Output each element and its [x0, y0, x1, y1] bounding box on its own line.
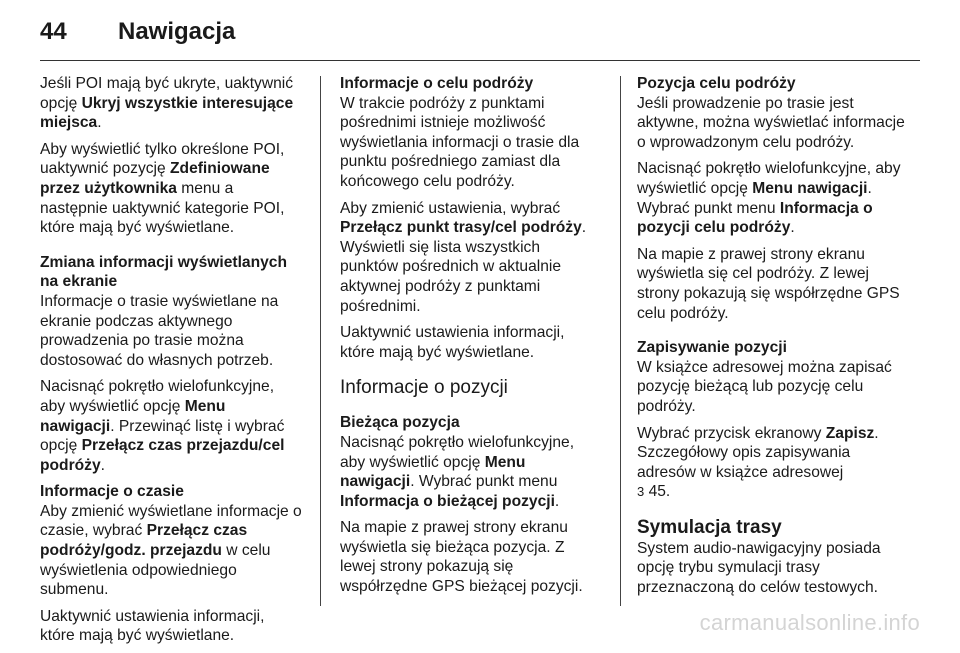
paragraph: Aby wyświetlić tylko określone POI, uaktywnić pozycję Zdefiniowane przez użytkownika menu a następnie uaktywnić kategorie POI, które mają być wyświetlane.	[40, 140, 285, 237]
column-1	[40, 74, 302, 653]
paragraph: Uaktywnić ustawienia informacji, które mają być wyświetlane.	[340, 324, 565, 361]
paragraph: Aby zmienić wyświetlane informacje o czasie, wybrać Przełącz czas podróży/godz. przejazdu w celu wyświetlenia odpowiedniego submenu.	[40, 502, 302, 599]
subheading-save-position: Zapisywanie pozycji	[637, 339, 787, 357]
paragraph: Na mapie z prawej strony ekranu wyświetla się cel podróży. Z lewej strony pokazują się współrzędne GPS celu podróży.	[637, 245, 900, 322]
page-reference-icon: 3	[637, 484, 645, 500]
paragraph: Wybrać przycisk ekranowy Zapisz. Szczegółowy opis zapisywania adresów w książce adresowej 3 45.	[637, 424, 879, 501]
paragraph: Jeśli POI mają być ukryte, uaktywnić opcję Ukryj wszystkie interesujące miejsca.	[40, 75, 294, 132]
page-header	[40, 18, 235, 48]
paragraph: W książce adresowej można zapisać pozycję bieżącą lub pozycję celu podróży.	[637, 358, 892, 415]
subheading-current-position: Bieżąca pozycja	[340, 414, 460, 432]
paragraph: System audio-nawigacyjny posiada opcję trybu symulacji trasy przeznaczoną do celów testowych.	[637, 539, 881, 597]
paragraph: Jeśli prowadzenie po trasie jest aktywne, można wyświetlać informacje o wprowadzonym celu podróży.	[637, 94, 905, 151]
column-divider-1	[320, 76, 321, 606]
paragraph: Informacje o trasie wyświetlane na ekranie podczas aktywnego prowadzenia po trasie można dostosować do własnych potrzeb.	[40, 292, 279, 369]
section-heading-position-info: Informacje o pozycji	[340, 377, 508, 399]
header-rule	[40, 60, 920, 61]
column-2	[340, 74, 602, 604]
paragraph: Nacisnąć pokrętło wielofunkcyjne, aby wyświetlić opcję Menu nawigacji. Wybrać punkt menu Informacja o pozycji celu podróży.	[637, 160, 901, 237]
subheading-display-info: Zmiana informacji wyświetlanych na ekranie	[40, 253, 287, 291]
section-heading-route-simulation: Symulacja trasy	[637, 516, 782, 538]
subheading-destination-position: Pozycja celu podróży	[637, 75, 796, 92]
paragraph: Na mapie z prawej strony ekranu wyświetla się bieżąca pozycja. Z lewej strony pokazują się współrzędne GPS bieżącej pozycji.	[340, 519, 583, 596]
paragraph: Uaktywnić ustawienia informacji, które mają być wyświetlane.	[40, 607, 265, 645]
subheading-destination-info: Informacje o celu podróży	[340, 75, 534, 92]
page-title: Nawigacja	[118, 18, 236, 45]
page-number: 44	[40, 18, 67, 45]
paragraph: W trakcie podróży z punktami pośrednimi istnieje możliwość wyświetlania informacji o trasie dla punktu pośredniego zamiast dla końcowego celu podróży.	[340, 94, 580, 190]
paragraph: Nacisnąć pokrętło wielofunkcyjne, aby wyświetlić opcję Menu nawigacji. Przewinąć listę i wybrać opcję Przełącz czas przejazdu/cel podróży.	[40, 378, 285, 474]
paragraph: Nacisnąć pokrętło wielofunkcyjne, aby wyświetlić opcję Menu nawigacji. Wybrać punkt menu Informacja o bieżącej pozycji.	[340, 433, 575, 510]
subheading-time-info: Informacje o czasie	[40, 483, 184, 501]
column-divider-2	[620, 76, 621, 606]
watermark: carmanualsonline.info	[699, 610, 920, 635]
column-3	[637, 74, 907, 605]
paragraph: Aby zmienić ustawienia, wybrać Przełącz punkt trasy/cel podróży. Wyświetli się lista wszystkich punktów pośrednich w aktualnie aktywnej podróży z punktami pośrednimi.	[340, 199, 587, 315]
